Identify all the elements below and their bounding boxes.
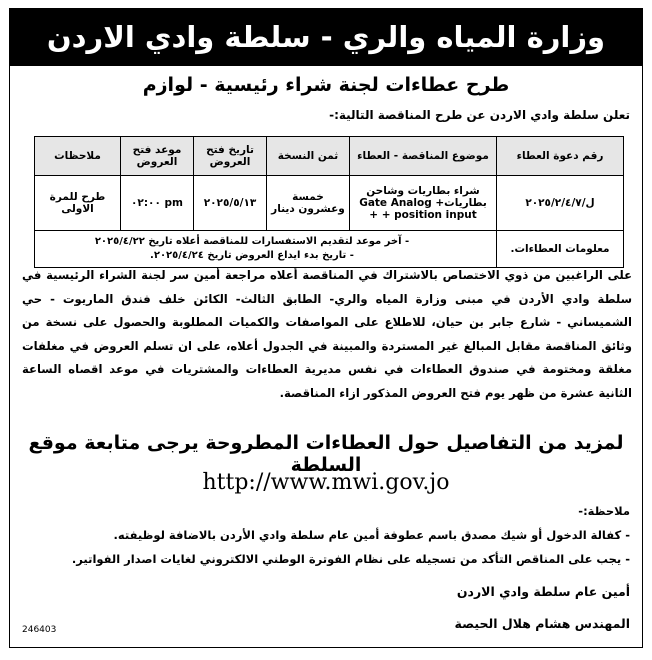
- col-date: تاريخ فتح العروض: [194, 137, 267, 176]
- opening-date: ٢٠٢٥/٥/١٣: [194, 176, 267, 231]
- table-row: [35, 176, 624, 231]
- tender-table: [34, 136, 624, 268]
- col-tender-number: رقم دعوة العطاء: [497, 137, 624, 176]
- note-item-invoicing: - يجب على المناقص التأكد من تسجيله على نظام الفوترة الوطني الالكتروني لغايات اصدار الفواتير.: [71, 552, 630, 566]
- tender-number: ل/٢٠٢٥/٢/٤/٧: [497, 176, 624, 231]
- intro-text: تعلن سلطة وادي الاردن عن طرح المناقصة التالية:-: [329, 108, 630, 122]
- row-notes: طرح للمرة الاولى: [35, 176, 121, 231]
- col-subject: موضوع المناقصة - العطاء: [350, 137, 497, 176]
- info-label: معلومات العطاءات.: [497, 231, 624, 268]
- ad-code: 246403: [22, 625, 57, 635]
- info-line-inquiries: - آخر موعد لتقديم الاستفسارات للمناقصة أعلاه تاريخ ٢٠٢٥/٤/٢٢: [94, 236, 410, 247]
- website-link[interactable]: http://www.mwi.gov.jo: [202, 470, 450, 495]
- tender-subject: شراء بطاريات وشاحن بطاريات+ Gate Analog + position input +: [350, 176, 497, 231]
- tender-title: طرح عطاءات لجنة شراء رئيسية - لوازم: [142, 74, 510, 96]
- info-line-deposit: - تاريخ بدء ايداع العروض تاريخ ٢٠٢٥/٤/٢٤.: [150, 250, 354, 261]
- copy-price: خمسة وعشرون دينار: [267, 176, 350, 231]
- signature-name: المهندس هشام هلال الحيصة: [454, 616, 630, 631]
- opening-time: pm ٠٢:٠٠: [121, 176, 194, 231]
- ministry-banner: وزارة المياه والري - سلطة وادي الاردن: [9, 8, 643, 66]
- notes-heading: ملاحظة:-: [578, 504, 630, 518]
- col-notes: ملاحظات: [35, 137, 121, 176]
- body-paragraph: على الراغبين من ذوي الاختصاص بالاشتراك في المناقصة أعلاه مراجعة أمين سر لجنة الشراء الرئيسية في سلطة وادي الأردن في مبنى وزارة المياه والري- الطابق الثالث- الكائن خلف فندق الماريوت - حي الشميساني - شارع جابر بن حيان، للاطلاع على المواصفات والكميات المطلوبة والحصول على نسخة من وثائق المناقصة مقابل المبالغ غير المستردة والمبينة في الجدول أعلاه، على ان تسلم العروض في مغلفات مغلقة ومختومة في صندوق العطاءات في نفس مديرية العطاءات والمشتريات في موعد اقصاه الساعة الثانية عشرة من ظهر يوم فتح العروض المذكور ازاء المناقصة.: [22, 268, 632, 400]
- note-item-guarantee: - كفالة الدخول أو شيك مصدق باسم عطوفة أمين عام سلطة وادي الأردن بالاضافة لوظيفته.: [113, 528, 630, 542]
- info-lines: [35, 231, 497, 268]
- more-info-heading: لمزيد من التفاصيل حول العطاءات المطروحة يرجى متابعة موقع السلطة: [28, 432, 624, 476]
- info-row: [35, 231, 624, 268]
- table-header-row: [35, 137, 624, 176]
- col-price: ثمن النسخة: [267, 137, 350, 176]
- signature-title: أمين عام سلطة وادي الاردن: [456, 584, 630, 599]
- col-time: موعد فتح العروض: [121, 137, 194, 176]
